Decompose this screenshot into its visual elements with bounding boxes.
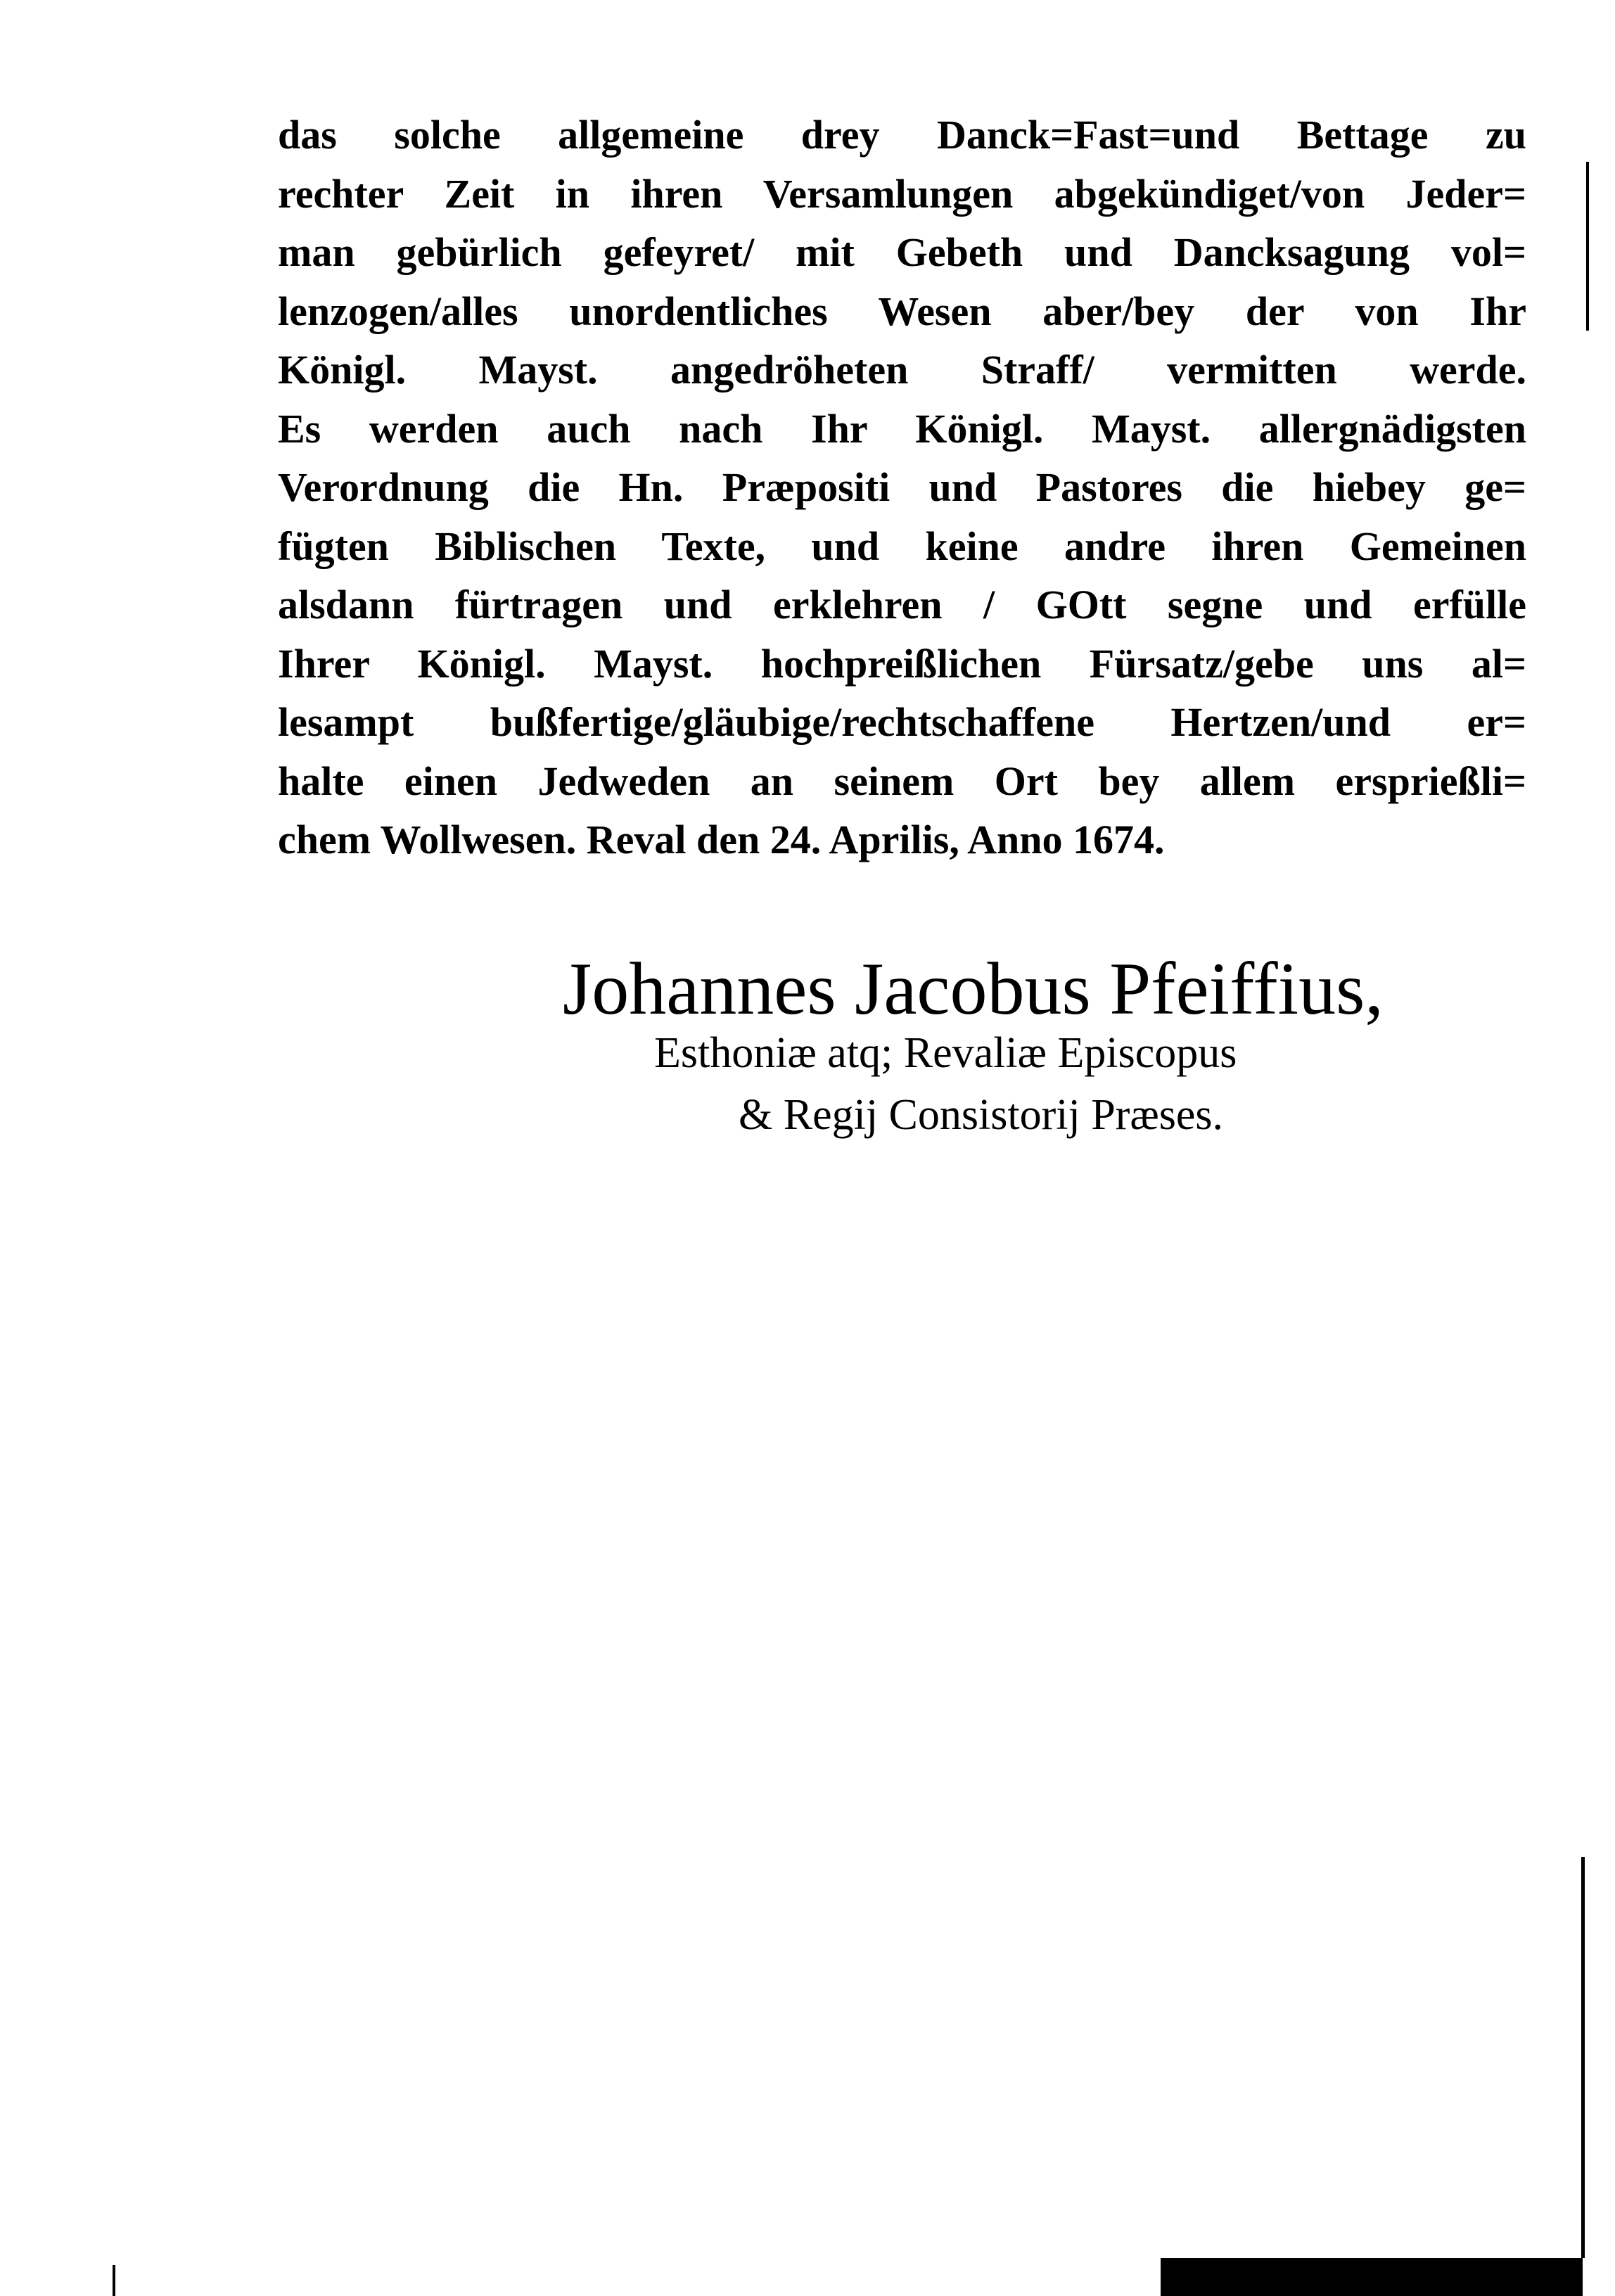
- signature-name: Johannes Jacobus Pfeiffius,: [563, 948, 1384, 1030]
- text-line: Königl. Mayst. angedröheten Straff/ vermitten werde.: [278, 347, 1526, 393]
- text-line: chem Wollwesen. Reval den 24. Aprilis, Anno 1674.: [278, 817, 1165, 862]
- text-line: Es werden auch nach Ihr Königl. Mayst. allergnädigsten: [278, 405, 1526, 452]
- text-line: halte einen Jedweden an seinem Ort bey allem ersprießli=: [278, 758, 1526, 804]
- text-line: alsdann fürtragen und erklehren / GOtt segne und erfülle: [278, 582, 1526, 627]
- text-line: lenzogen/alles unordentliches Wesen aber/bey der von Ihr: [278, 288, 1526, 334]
- text-line: das solche allgemeine drey Danck=Fast=und Bettage zu: [278, 112, 1526, 158]
- scan-edge-line: [1586, 162, 1589, 331]
- signature-title: & Regij Consistorij Præses.: [739, 1091, 1223, 1139]
- document-body: [278, 106, 1526, 869]
- text-line: Ihrer Königl. Mayst. hochpreißlichen Fürsatz/gebe uns al=: [278, 640, 1526, 687]
- scan-edge-line: [113, 2265, 115, 2296]
- scan-edge-line: [1581, 1857, 1585, 2258]
- scan-edge-line: [1161, 2258, 1583, 2296]
- text-line: lesampt bußfertige/gläubige/rechtschaffene Hertzen/und er=: [278, 699, 1526, 745]
- text-line: rechter Zeit in ihren Versamlungen abgekündiget/von Jeder=: [278, 170, 1526, 217]
- signature-title: Esthoniæ atq; Revaliæ Episcopus: [654, 1029, 1237, 1077]
- text-line: Verordnung die Hn. Præpositi und Pastores die hiebey ge=: [278, 464, 1526, 510]
- text-line: fügten Biblischen Texte, und keine andre ihren Gemeinen: [278, 523, 1526, 569]
- text-line: man gebürlich gefeyret/ mit Gebeth und Dancksagung vol=: [278, 229, 1526, 275]
